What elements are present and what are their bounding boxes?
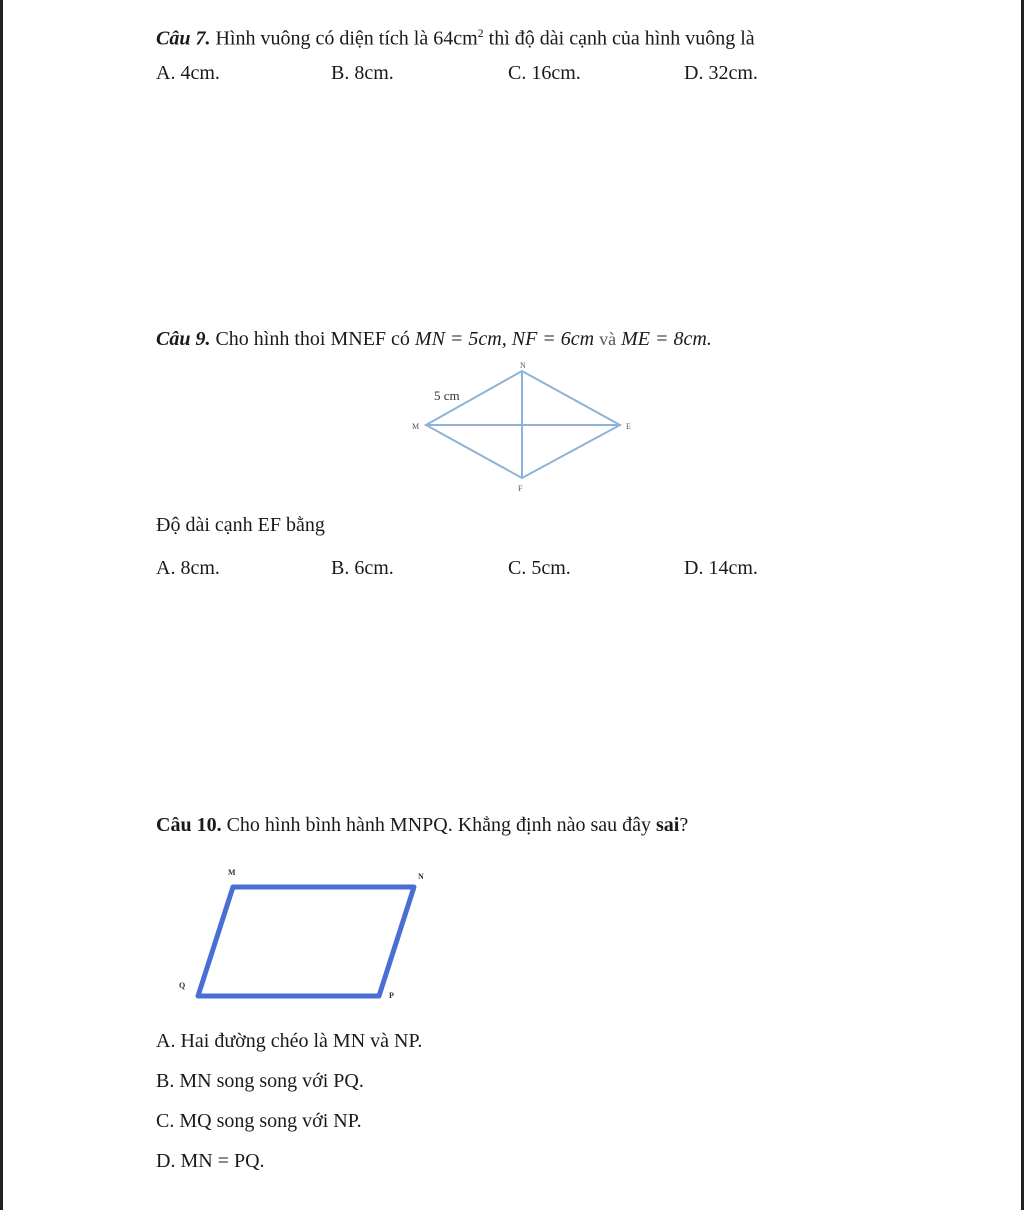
q7-text-after: thì độ dài cạnh của hình vuông là <box>483 27 755 50</box>
q7-text-before: Hình vuông có diện tích là 64cm <box>215 27 478 50</box>
q9-conj: và <box>599 329 617 349</box>
q9-text: Cho hình thoi MNEF có <box>215 328 410 350</box>
q7-option-d: D. 32cm. <box>684 62 758 84</box>
q9-math1: MN = 5cm, NF = 6cm <box>414 328 595 350</box>
q7-question <box>156 26 755 51</box>
q10-option-c: C. MQ song song với NP. <box>156 1110 362 1132</box>
q9-label: Câu 9. <box>156 328 211 350</box>
q9-option-a: A. 8cm. <box>156 557 220 579</box>
q10-option-a: A. Hai đường chéo là MN và NP. <box>156 1030 423 1052</box>
q10-text-after: ? <box>679 814 689 836</box>
q7-option-a: A. 4cm. <box>156 62 220 84</box>
parallelogram-vertex-q: Q <box>179 981 186 990</box>
parallelogram-vertex-p: P <box>389 991 394 1000</box>
q9-math2: ME = 8cm. <box>621 328 712 350</box>
rhombus-vertex-f: F <box>518 484 523 493</box>
q10-label: Câu 10. <box>156 814 222 836</box>
q9-prompt: Độ dài cạnh EF bằng <box>156 514 325 536</box>
parallelogram-vertex-m: M <box>228 868 236 877</box>
parallelogram-figure <box>170 860 440 1010</box>
rhombus-side-label: 5 cm <box>434 388 460 403</box>
parallelogram-outline <box>198 887 414 996</box>
q7-option-b: B. 8cm. <box>331 62 394 84</box>
left-border <box>0 0 3 1210</box>
rhombus-vertex-n: N <box>520 361 526 370</box>
q10-text-before: Cho hình bình hành MNPQ. Khẳng định nào sau đây <box>226 814 651 836</box>
q9-question <box>156 328 712 351</box>
q9-option-b: B. 6cm. <box>331 557 394 579</box>
q10-option-d: D. MN = PQ. <box>156 1150 265 1172</box>
q10-bold-word: sai <box>656 814 680 836</box>
rhombus-figure <box>400 362 660 502</box>
rhombus-vertex-m: M <box>412 422 420 431</box>
q10-option-b: B. MN song song với PQ. <box>156 1070 364 1092</box>
q9-option-c: C. 5cm. <box>508 557 571 579</box>
q7-sup: 2 <box>477 26 484 40</box>
q10-question <box>156 814 688 837</box>
rhombus-vertex-e: E <box>626 422 631 431</box>
q7-label: Câu 7. <box>156 27 211 50</box>
q7-option-c: C. 16cm. <box>508 62 581 84</box>
q9-option-d: D. 14cm. <box>684 557 758 579</box>
parallelogram-vertex-n: N <box>418 872 424 881</box>
